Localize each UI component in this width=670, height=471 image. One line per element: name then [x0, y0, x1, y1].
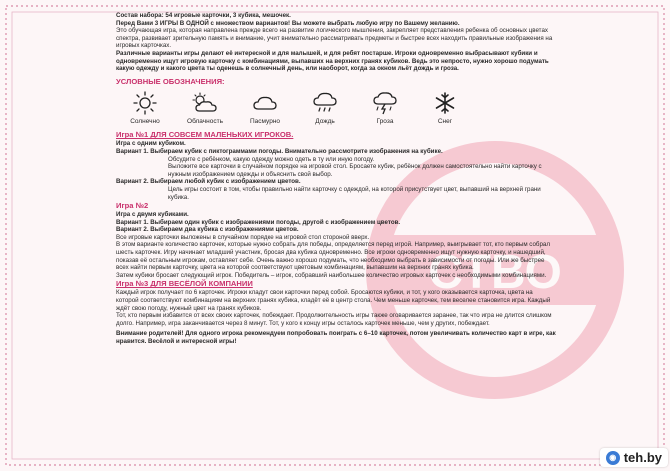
badge-text: teh.by — [623, 450, 662, 465]
game2-variant1: Вариант 1. Выбираем один кубик с изображениями погоды, другой с изображением цветов. — [116, 218, 401, 226]
snow-icon — [430, 91, 460, 115]
game1-variant1-b: Выложите все карточки в случайном порядке на игровой стол. Бросаете кубик, ребёнок должен самостоятельно найти карточку с нужным изображением одежды и объяснить свой выбор. — [168, 163, 542, 178]
parents-note: Внимание родителей! Для одного игрока рекомендуем попробовать поиграть с 6–10 карточек, потом увеличивать количество карт в игре, как нравится. Весёлой и интересной игры! — [116, 330, 556, 345]
intro-line: Перед Вами 3 ИГРЫ В ОДНОЙ с множеством вариантов! Вы можете выбрать любую игру по Вашему желанию. — [116, 19, 460, 27]
game1-variant2-a: Цель игры состоит в том, чтобы правильно найти карточку с одеждой, на которой присутствует цвет, выпавший на верхней грани кубика. — [168, 185, 541, 201]
legend-label: Гроза — [376, 117, 394, 125]
game2-paragraph2: В этом варианте количество карточек, которые нужно собрать для победы, определяется перед игрой. Например, выигрывает тот, кто первым собрал шесть карточек. Игру начинает младший участник, бросая два кубика одновременно. Все игроки одновременно ищут нужную карточку, и нашедший, показав её остальным игрокам, оставляет себе. Очень важно хорошо подумать, что необходимо выбрать в зависимости от погоды. Или же быстрее всех найти первым карточку, цвета на которой соответствуют цветовым комбинациям, выпавшим на верхних гранях кубика. — [116, 241, 550, 272]
badge-logo-icon: ◉ — [606, 451, 620, 465]
game3-paragraph1: Каждый игрок получает по 6 карточек. Игроки кладут свои карточки перед собой. Бросаются кубики, и тот, у кого оказывается карточка, цвета на которой соответствуют комбинациям на верхних гранях кубика, кладёт её в центр стола. Чем меньше карточек, тем веселее становится игра. Каждый ждёт свою погоду, нужный цвет на гранях кубиков. — [116, 289, 551, 312]
legend-label: Пасмурно — [249, 117, 281, 125]
rain-icon — [310, 91, 340, 115]
composition-line: Состав набора: 54 игровые карточки, 3 кубика, мешочек. — [116, 12, 291, 19]
game2-paragraph3: Затем кубики бросает следующий игрок. Победитель – игрок, собравший наибольшее количество игровых карточек с необходимыми комбинациями. — [116, 271, 547, 279]
legend-item-overcast — [240, 91, 290, 126]
legend-label: Облачность — [187, 117, 223, 125]
partly-cloudy-icon — [190, 91, 220, 115]
game1-variant1-a: Обсудите с ребёнком, какую одежду можно одеть в ту или иную погоду. — [168, 155, 375, 163]
legend-title: УСЛОВНЫЕ ОБОЗНАЧЕНИЯ: — [116, 76, 225, 86]
legend-item-sunny — [120, 91, 170, 126]
legend-item-snow — [420, 91, 470, 126]
game2-subtitle: Игра с двумя кубиками. — [116, 211, 189, 219]
game1-variant2: Вариант 2. Выбираем любой кубик с изображением цветов. — [116, 178, 301, 186]
text-content — [116, 12, 556, 346]
legend-icons — [120, 91, 470, 126]
watermark-text: СТВО — [428, 246, 562, 299]
legend-label: Солнечно — [130, 117, 160, 125]
game1-title: Игра №1 ДЛЯ СОВСЕМ МАЛЕНЬКИХ ИГРОКОВ. — [116, 130, 294, 140]
game2-variant2: Вариант 2. Выбираем два кубика с изображениями цветов. — [116, 226, 299, 234]
game2-title: Игра №2 — [116, 201, 149, 211]
game1-subtitle: Игра с одним кубиком. — [116, 140, 186, 148]
legend-label: Дождь — [315, 117, 335, 125]
game2-paragraph1: Все игровые карточки выложены в случайном порядке на игровой стол стороной вверх. — [116, 233, 370, 241]
storm-icon — [370, 91, 400, 115]
intro-paragraph: Это обучающая игра, которая направлена прежде всего на развитие логического мышления, закрепляет представления ребенка об основных цветах спектра, развивает зрительную память и внимание, учит внимательно рассматривать предметы и быстрее всех находить правильные изображения на игровых карточках. — [116, 27, 553, 50]
legend-label: Снег — [437, 117, 453, 125]
site-badge[interactable] — [600, 448, 668, 467]
game1-variant1: Вариант 1. Выбираем кубик с пиктограммами погоды. Внимательно рассмотрите изображения на кубике. — [116, 147, 443, 155]
game3-title: Игра №3 ДЛЯ ВЕСЁЛОЙ КОМПАНИИ — [116, 279, 253, 289]
legend-item-storm — [360, 91, 410, 126]
cloud-icon — [250, 91, 280, 115]
sun-icon — [130, 91, 160, 115]
legend-item-cloudy — [180, 91, 230, 126]
game3-paragraph2: Тот, кто первым избавится от всех своих карточек, побеждает. Продолжительность игры также оговаривается заранее, так что игра не длится слишком долго. Например, игра заканчивается через 8 минут. Тот, у кого к концу игры осталось карточек меньше, чем у других, побеждает. — [116, 312, 552, 327]
intro-paragraph-2: Различные варианты игры делают её интересной и для малышей, и для ребят постарше. Игроки одновременно выбрасывают кубики и одновременно ищут игровую карточку с комбинациями, выпавших на верхних гранях кубиков. Ведь это непросто, нужно хорошо подумать какую одежду и какого цвета ты оденешь в солнечный день, или наоборот, когда за окном льёт дождь и гроза. — [116, 49, 549, 73]
legend-item-rain — [300, 91, 350, 126]
